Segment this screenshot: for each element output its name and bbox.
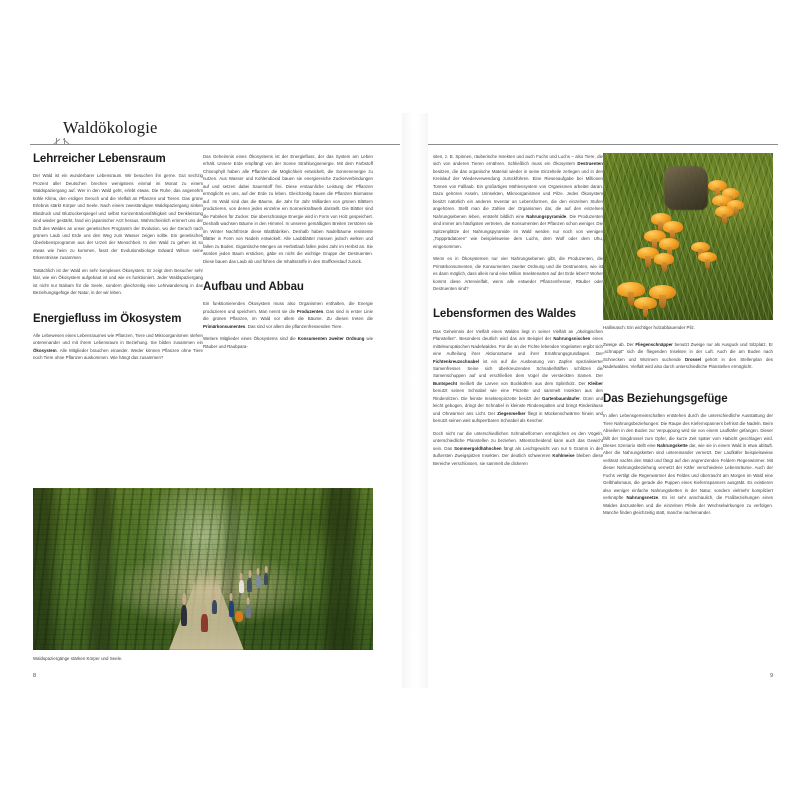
heading-lebensformen-des-waldes: Lebensformen des Waldes xyxy=(433,308,576,321)
paragraph xyxy=(433,430,603,467)
text-run: wie Räuber und Raubpara- xyxy=(203,336,374,349)
header-rule-right xyxy=(428,144,778,145)
mushroom-cap xyxy=(691,242,710,253)
paragraph xyxy=(433,328,603,425)
walker-figure xyxy=(181,605,187,626)
paragraph xyxy=(203,300,373,330)
emphasis-nahrungsnetze: Nahrungsnetze xyxy=(626,495,659,501)
text-run: siten, z. B. Spinnen, räuberische Insekten und auch Fuchs und Luchs – also Tiere, die sich von anderen Tieren ernähren. Schließlich muss ein Ökosystem xyxy=(433,154,603,167)
emphasis-nahrungskette: Nahrungskette xyxy=(657,442,688,448)
walker-figure xyxy=(247,578,252,592)
mushroom-cap xyxy=(659,238,679,250)
column-1 xyxy=(33,153,203,367)
heading-aufbau-und-abbau: Aufbau und Abbau xyxy=(203,281,304,294)
walker-figure xyxy=(256,575,261,588)
mushroom-cap xyxy=(654,253,674,265)
figure-hallimasch xyxy=(603,153,773,320)
heading-lehrreicher-lebensraum: Lehrreicher Lebensraum xyxy=(33,153,166,165)
walker-head xyxy=(247,597,250,605)
text-run: Weitere Mitglieder eines Ökosystems sind die xyxy=(203,336,298,342)
text-run: Doch nicht nur die unterschiedlichen Schnabelformen ermöglichen es den Vögeln, unterschiedliche Planstellen zu beziehen. Mitentscheidend kann auch das Gewicht sein. Das xyxy=(433,430,603,451)
emphasis-konsumenten-zweiter-ordnung: Konsumenten zweiter Ordnung xyxy=(297,336,365,342)
photo-hallimasch xyxy=(603,153,773,320)
walker-figure xyxy=(239,580,244,593)
walker-head xyxy=(257,568,260,575)
spacer xyxy=(433,297,603,308)
emphasis-nahrungsnischen: Nahrungsnischen xyxy=(553,336,591,342)
spacer xyxy=(33,302,203,313)
header-rule-left xyxy=(30,144,400,145)
emphasis-destruenten: Destruenten xyxy=(577,161,603,167)
text-run: Zweige ab. Der xyxy=(603,342,636,347)
photo-forest-walk xyxy=(33,488,373,650)
emphasis-produzenten: Produzenten xyxy=(296,308,324,314)
header-notch-mark xyxy=(56,138,65,145)
text-run: Das Geheimnis der Vielfalt eines Waldes liegt in seiner Vielfalt an „ökologischen Planstellen“. Besonders deutlich wird das am Beispiel der xyxy=(433,328,603,342)
emphasis-fliegenschnaepper: Fliegenschnäpper xyxy=(635,342,673,347)
paragraph xyxy=(603,412,773,517)
walker-figure xyxy=(229,601,234,616)
mushroom-cap xyxy=(634,297,658,310)
running-head-title: Waldökologie xyxy=(63,118,158,137)
emphasis-drossel: Drossel xyxy=(684,356,702,362)
mushroom-cap xyxy=(715,206,734,217)
text-run: benutzt Zweige nur als Ausguck und Sitzplatz. Er „schnappt“ sich die fliegenden Insekten in der Luft. Auch die am Boden nach Schnecken und Würmern suchende xyxy=(603,342,773,362)
walker-figure xyxy=(235,611,243,622)
spacer xyxy=(203,270,373,281)
walker-head xyxy=(213,592,216,600)
emphasis-gartenbaumlaeufer: Gartenbaumläufer xyxy=(542,395,580,401)
walker-head xyxy=(203,605,207,615)
book-spread xyxy=(30,113,778,688)
text-run: besitzen, die das organische Material wieder in seine Einzelteile zerlegen und in den Kreislauf der Wiederverwendung zurückführen. Eine Riesenaufgabe bei Millionen Tonnen von Falllaub. Ein großartiges Mühlensystem von Organismen arbeitet daran. Dazu gehören Asseln, Urinsekten, Mikroorganismen und Pilze. Jedes Ökosystem besitzt natürlich ein anderes Inventar an Lebensformen, die den einzelnen Stufen angehören. Stellt man die Zahlen der Organismen dar, die auf den einzelnen Nahrungsebenen leben, entsteht bildlich eine xyxy=(433,168,603,219)
emphasis-buntspecht: Buntspecht xyxy=(433,380,458,386)
heading-energiefluss-im-oekosystem: Energiefluss im Ökosystem xyxy=(33,312,182,325)
text-run: benutzt seinen Schnabel wie eine Pinzette und sammelt Insekten aus den Rindenritzen. Die feinste Insektenpinzette besitzt der xyxy=(433,388,603,401)
walker-figure xyxy=(264,573,269,585)
paragraph xyxy=(603,341,773,371)
emphasis-fichtenkreuzschnabel: Fichtenkreuzschnabel xyxy=(433,358,480,364)
text-run: . Das sind in erster Linie die grünen Pflanzen, im Wald vor allem die Bäume. Zu diesen treten die xyxy=(203,308,373,322)
emphasis-primaerkonsumenten: Primärkonsumenten xyxy=(203,323,246,329)
text-run: Ein funktionierendes Ökosystem muss also Organismen enthalten, die Energie produzieren und speichern. Man nennt sie die xyxy=(203,301,373,314)
walker-head xyxy=(248,570,251,578)
paragraph xyxy=(433,153,603,250)
walker-figure xyxy=(201,614,207,632)
text-run: meißelt die Larven von Bockkäfern aus dem Splintholz. Der xyxy=(457,380,589,386)
text-run: Alle Lebewesen eines Lebensraumes wie Pflanzen, Tiere und Mikroorganismen stehen untereinander und mit ihrem Lebensraum in Beziehung. Sie bilden zusammen ein xyxy=(33,332,203,346)
caption-hallimasch: Hallimasch: Ein wichtiger holzabbauender Pilz. xyxy=(603,325,695,330)
paragraph: Das Geheimnis eines Ökosystems ist der Energiefluss, der das System am Leben erhält. Unsere Erde empfängt von der Sonne Strahlungsenergie. Mit dem Farbstoff Chlorophyll haben alle Pflanzen die Möglichkeit entwickelt, die Sonnenenergie zu nutzen. Aus Wasser und Kohlendioxid bauen sie energiereiche Zuckerverbindungen auf und setzen dabei Sauerstoff frei. Diese erstaunliche Leistung der Pflanzen ermöglicht es uns, auf der Erde zu leben. Gleichzeitig bauen die Pflanzen Biomasse auf. Im Wald sind das die Bäume, die Jahr für Jahr Milliarden von grünen Blättern produzieren, von denen jedes einzelne ein Sonnenkraftwerk darstellt. Die Blätter sind die Fabriken für Zucker. Die überschüssige Energie wird in Form von Holz gespeichert. Deshalb wachsen Bäume in den Himmel. In unseren gemäßigten Breiten zerstören sie im Winter Nachtfröste diese Blattfabriken. Deshalb haben Nadelbäume resistente Blätter in Form von Nadeln entwickelt. Alle Laubblätter müssen jedoch welken und fallen zu Boden. Gigantische Mengen an Herbstlaub fallen jedes Jahr im Herbst an. Sie würden jeden Baum ersticken, gäbe es nicht die wichtige Gruppe der Destruenten. Diese bauen das Laub ab und führen die Inhaltsstoffe in den Stoffkreislauf zurück. xyxy=(203,154,373,264)
emphasis-kleiber: Kleiber xyxy=(588,380,603,386)
emphasis-sommergoldhaehnchen: Sommergoldhähnchen xyxy=(454,445,502,451)
mushroom-cap xyxy=(698,252,717,263)
mushroom-cap xyxy=(663,221,683,233)
column-2 xyxy=(203,153,373,355)
emphasis-kohlmeise: Kohlmeise xyxy=(552,453,575,459)
text-run: eines mitteleuropäischen Nadelwaldes. Für die an der Fichte lebenden Vogelarten ergibt sich eine Aufteilung ihrer Aktionsräume und ihrer Ernährungsgrundlagen. Der xyxy=(433,336,603,357)
text-run: . Die Produzenten sind immer am häufigsten vertreten, die Konsumenten der Pflanzen schon weniger. Die Spitzenplätze der Nahrungspyramide im Wald werden nur noch von wenigen „Toppprädatoren“ wie beispielsweise dem Luchs, dem Wolf oder dem Uhu, eingenommen. xyxy=(433,213,603,249)
emphasis-oekosystem: Ökosystem xyxy=(33,347,57,353)
text-run: dar, wie sie in einem Wald in etwa abläuft. Aber die Nahrungsketten sind untereinander vernetzt. Der Laufkäfer beispielsweise verlässt nachts den Wald und fängt auf den angrenzenden Feldern Regenwürmer. Mit dieser Nahrungsbeziehung vernetzt der Käfer verschiedene Lebensräume. Auch der Fuchs vertilgt die Regenwürmer des Feldes und überrascht am Morgen im Wald eine Gelbhalsmaus, die gerade die Puppen eines Kiefernspanners ausgräbt. Es existieren also weniger einfache Nahrungsketten in der Natur, sondern vielmehr kompliziert verknüpfte xyxy=(603,442,773,501)
text-run: . Alle Mitglieder brauchen einander. Weder können Pflanzen ohne Tiere noch Tiere ohne Pflanzen auskommen. Wie hängt das zusammen? xyxy=(33,347,203,361)
emphasis-ziegenmelker: Ziegenmelker xyxy=(497,410,526,416)
paragraph xyxy=(203,335,373,350)
text-run: . Es ist sehr anschaulich, die Fraßbeziehungen eines Waldes darzustellen und die einzelnen Pfeile der Wechselwirkungen zu verfolgen. Manche finden gleichzeitig statt, manche nacheinander. xyxy=(603,495,774,516)
caption-forest-walk: Waldspaziergänge stärken Körper und Seele. xyxy=(33,656,123,661)
text-run: fängt als Leichtgewicht von nur 5 Gramm in den äußersten Zweigspitzen Insekten. Der deutlich schwereren xyxy=(433,445,604,459)
paragraph: Tatsächlich ist der Wald ein sehr komplexes Ökosystem. Er zeigt dem Besucher sehr klar, wie ein Ökosystem aufgebaut ist und wie es funktioniert. Jeder Waldspaziergang ist nicht nur Balsam für die Seele, sondern gleichzeitig eine Lehrwanderung in das Beziehungsgefüge der Natur, in der wir leben. xyxy=(33,267,203,296)
paragraph: Wenn es in Ökosystemen nur vier Nahrungsebenen gibt, die Produzenten, die Primärkonsumenten, die Konsumenten zweiter Ordnung und die Destruenten, wie ist es dann möglich, dass allein rund eine Million Insektenarten auf der Erde leben? Woher kommt diese Artenvielfalt, wenn alle entweder Pflanzenfresser, Räuber oder Destruenten sind? xyxy=(433,256,603,291)
emphasis-nahrungspyramide: Nahrungspyramide xyxy=(526,213,567,219)
folio-page-right: 9 xyxy=(770,673,774,679)
text-run: fliegt in Mückenschwärme hinein und benutzt seinen weit aufsperrbaren Schnabel als Kescher. xyxy=(433,410,603,424)
walker-figure xyxy=(246,605,251,619)
paragraph xyxy=(33,332,203,362)
text-run: . Das sind vor allem die pflanzenfressenden Tiere. xyxy=(245,323,343,329)
folio-page-left: 8 xyxy=(33,673,37,679)
text-run: ist ein auf die Ausbeutung von Zapfen spezialisierter Samenfresser. Seine sich überkreuzenden Schnabelhälften schlitzen die Samenschuppen auf und erschließen dem Vogel die versteckten Samen. Der xyxy=(433,358,603,379)
tree-stump xyxy=(664,166,708,209)
heading-das-beziehungsgefuege: Das Beziehungsgefüge xyxy=(603,392,728,405)
book-gutter-shadow xyxy=(402,113,428,688)
text-run: bleiben diese Bereiche verschlossen, sie sammelt die dickeren xyxy=(433,453,604,466)
text-run: gehört in den Stellenplan des Nadelwaldes. Vielfalt wird also durch unterschiedliche Planstellen ermöglicht. xyxy=(603,356,774,370)
walker-head xyxy=(240,573,243,580)
text-run: In allen Lebensgemeinschaften entstehen durch die unterschiedliche Ausstattung der Tiere Nahrungsbeziehungen: Die Raupe des Kiefernspanners befrisst die Nadeln. Beim Abseilen in den Boden zur Verpuppung wird sie von einem Laufkäfer gefangen. Dieser fällt der Singdrossel zum Opfer, die kurze Zeit später vom Habicht geschlagen wird. Dieses Szenario stellt eine xyxy=(603,413,773,448)
walker-figure xyxy=(212,600,217,615)
column-4 xyxy=(603,341,773,522)
paragraph: Der Wald ist ein wunderbarer Lebensraum. Wir besuchen ihn gerne. Gut sechzig Prozent aller Deutschen brechen wenigstens einmal im Monat zu einem Waldspaziergang auf. Wer in den Wald geht, erlebt etwas. Die Ruhe, das angenehm kühle Klima, den erdigen Geruch und die Vielfalt an Pflanzen und Tieren. Das grüne Erlebnis stärkt Körper und Seele. Nach einem zweistündigen Waldspaziergang sinken Blutdruck und Blutzuckerspiegel und selbst Konzentrationsfähigkeit und Denkleistung sind wieder gestärkt, fand ein japanischer Arzt heraus. Wahrscheinlich erinnert uns der Duft des Waldes an unser genetisches Programm der Evolution, wo der Geruch nach grünem Laub und Erde uns den Weg zum Wasser zeigen sollte. Ein genetisches Überlebensprogramm aus der Urzeit der Menschheit. In den Wald zu gehen ist so etwas wie heim zu kommen, fasst der Evolutionsbiologe Edward Wilson seine Erkenntnisse zusammen. xyxy=(33,173,203,261)
spacer xyxy=(603,376,773,393)
mushroom-cap xyxy=(617,282,646,297)
figure-forest-walk xyxy=(33,488,373,650)
walker-head xyxy=(182,593,186,605)
walker-head xyxy=(265,566,268,573)
column-3 xyxy=(433,153,603,472)
mushroom-cap xyxy=(649,285,676,299)
text-run: . Dünn und leicht gebogen, dringt der Schnabel in kleinste Rindenspalten und bringt Rindenläuse und Ohrwürmer ans Licht. Der xyxy=(433,395,604,416)
